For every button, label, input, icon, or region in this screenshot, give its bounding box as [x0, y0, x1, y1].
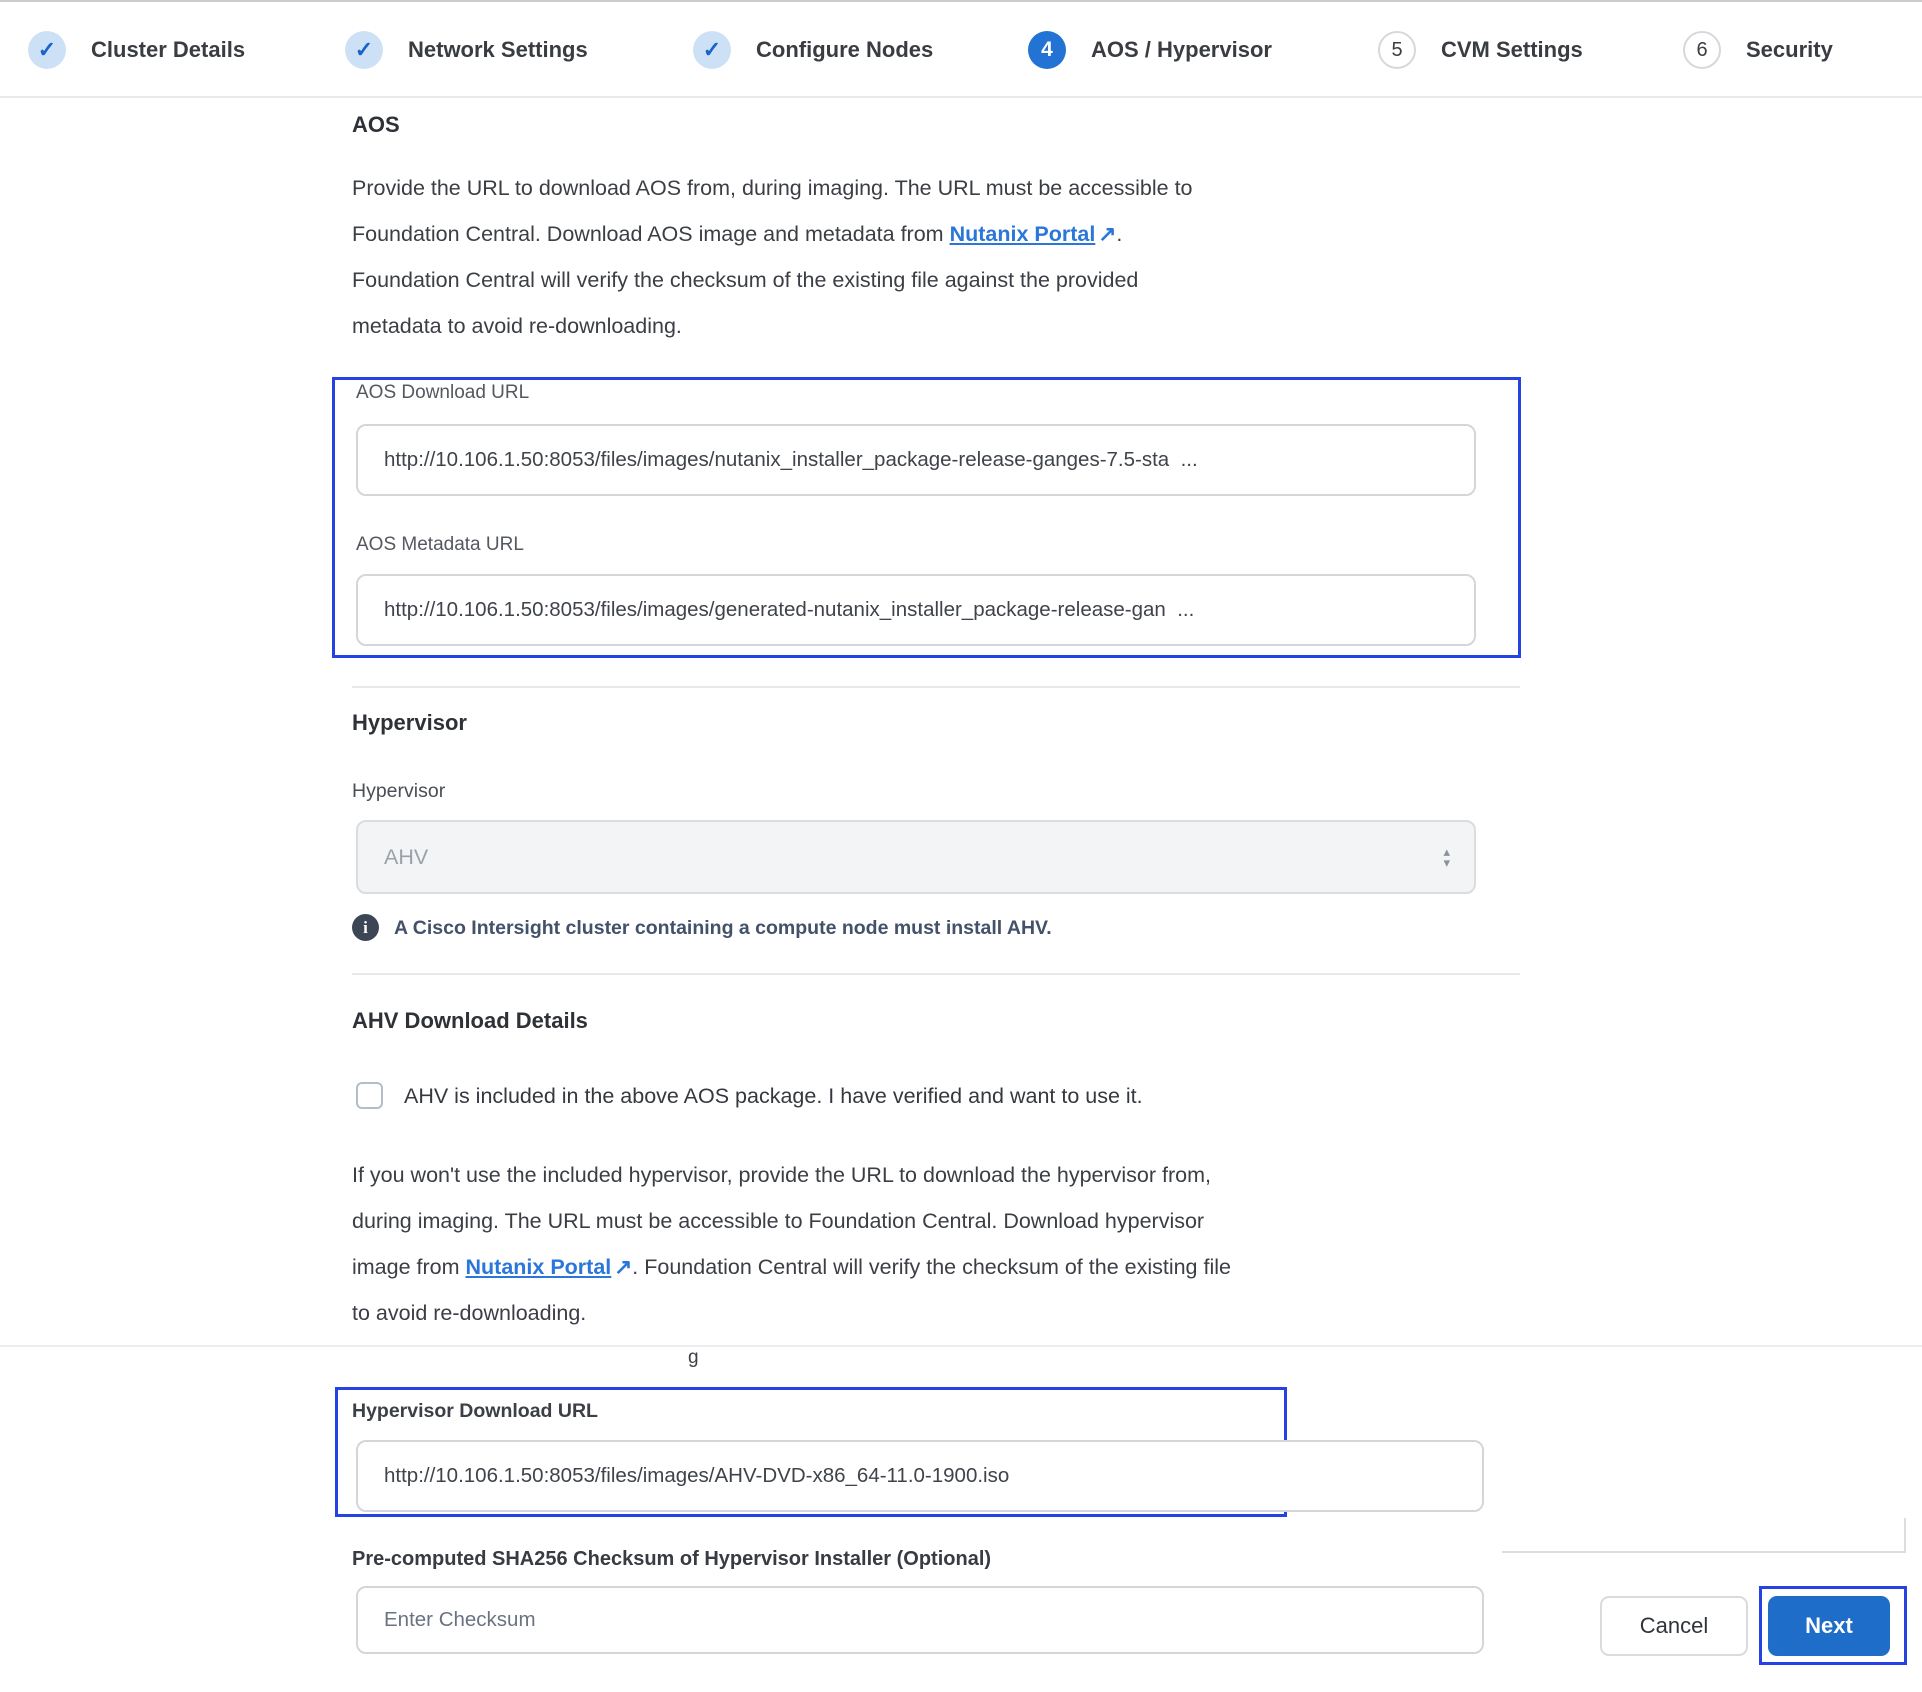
step-done-check-icon: ✓: [693, 31, 731, 69]
aos-description-text: Provide the URL to download AOS from, during imaging. The URL must be accessible to Foundation Central. Download AOS image and metadata from: [352, 176, 1193, 246]
hypervisor-download-url-label: Hypervisor Download URL: [352, 1400, 598, 1422]
section-divider: [352, 973, 1520, 975]
step-label: Security: [1746, 37, 1833, 62]
step-done-check-icon: ✓: [345, 31, 383, 69]
aos-download-url-label: AOS Download URL: [356, 382, 530, 403]
aos-description-text: . Foundation Central will verify the checksum of the existing file against the provided metadata to avoid re-downloading.: [352, 222, 1139, 338]
hypervisor-select-label: Hypervisor: [352, 780, 446, 802]
panel-corner-artifact: [1904, 1518, 1906, 1553]
external-link-icon: ↗: [1098, 222, 1117, 246]
section-divider: [352, 686, 1520, 688]
clipped-text-artifact: g: [688, 1347, 699, 1368]
checksum-label: Pre-computed SHA256 Checksum of Hypervisor Installer (Optional): [352, 1548, 992, 1570]
checksum-input[interactable]: [356, 1586, 1484, 1654]
aos-metadata-url-label: AOS Metadata URL: [356, 534, 524, 555]
hypervisor-select[interactable]: [356, 820, 1476, 894]
nutanix-portal-link[interactable]: Nutanix Portal: [465, 1255, 612, 1279]
step-done-check-icon: ✓: [28, 31, 66, 69]
select-stepper-icon: ▴ ▾: [1443, 844, 1450, 870]
next-button[interactable]: Next: [1768, 1596, 1890, 1656]
aos-download-url-input[interactable]: [356, 424, 1476, 496]
step-number-badge: 5: [1378, 31, 1416, 69]
aos-description: [352, 165, 1224, 349]
step-aos-hypervisor[interactable]: [1028, 2, 1272, 98]
step-network-settings[interactable]: [345, 2, 588, 98]
step-label: Network Settings: [408, 37, 588, 62]
hypervisor-select-value: AHV: [384, 844, 429, 869]
hypervisor-description: [352, 1152, 1238, 1336]
cancel-button[interactable]: Cancel: [1600, 1596, 1748, 1656]
hypervisor-heading: Hypervisor: [352, 710, 467, 735]
step-security[interactable]: [1683, 2, 1833, 98]
aos-heading: AOS: [352, 112, 400, 137]
ahv-included-checkbox-label: AHV is included in the above AOS package. I have verified and want to use it.: [404, 1084, 1143, 1108]
ahv-included-checkbox[interactable]: [356, 1082, 383, 1109]
step-label: CVM Settings: [1441, 37, 1583, 62]
hypervisor-download-url-input[interactable]: [356, 1440, 1484, 1512]
step-label: Cluster Details: [91, 37, 246, 62]
hypervisor-info-text: A Cisco Intersight cluster containing a compute node must install AHV.: [394, 917, 1052, 939]
step-label: AOS / Hypervisor: [1091, 37, 1272, 62]
info-icon: i: [352, 914, 379, 941]
step-number-badge: 4: [1028, 31, 1066, 69]
page-seam-divider: [0, 1345, 1922, 1347]
step-cluster-details[interactable]: [28, 2, 245, 98]
external-link-icon: ↗: [614, 1255, 633, 1279]
step-configure-nodes[interactable]: [693, 2, 933, 98]
aos-metadata-url-input[interactable]: [356, 574, 1476, 646]
hypervisor-description-text: If you won't use the included hypervisor, provide the URL to download the hypervisor from, during imaging. The URL must be accessible to Foundation Central. Download hypervisor image from: [352, 1163, 1211, 1279]
step-cvm-settings[interactable]: [1378, 2, 1583, 98]
nutanix-portal-link[interactable]: Nutanix Portal: [949, 222, 1096, 246]
step-number-badge: 6: [1683, 31, 1721, 69]
ahv-download-details-heading: AHV Download Details: [352, 1008, 588, 1033]
panel-corner-artifact: [1502, 1551, 1906, 1553]
step-label: Configure Nodes: [756, 37, 934, 62]
hypervisor-description-text: . Foundation Central will verify the checksum of the existing file to avoid re-downloading.: [352, 1255, 1231, 1325]
wizard-stepper: [0, 2, 1922, 98]
